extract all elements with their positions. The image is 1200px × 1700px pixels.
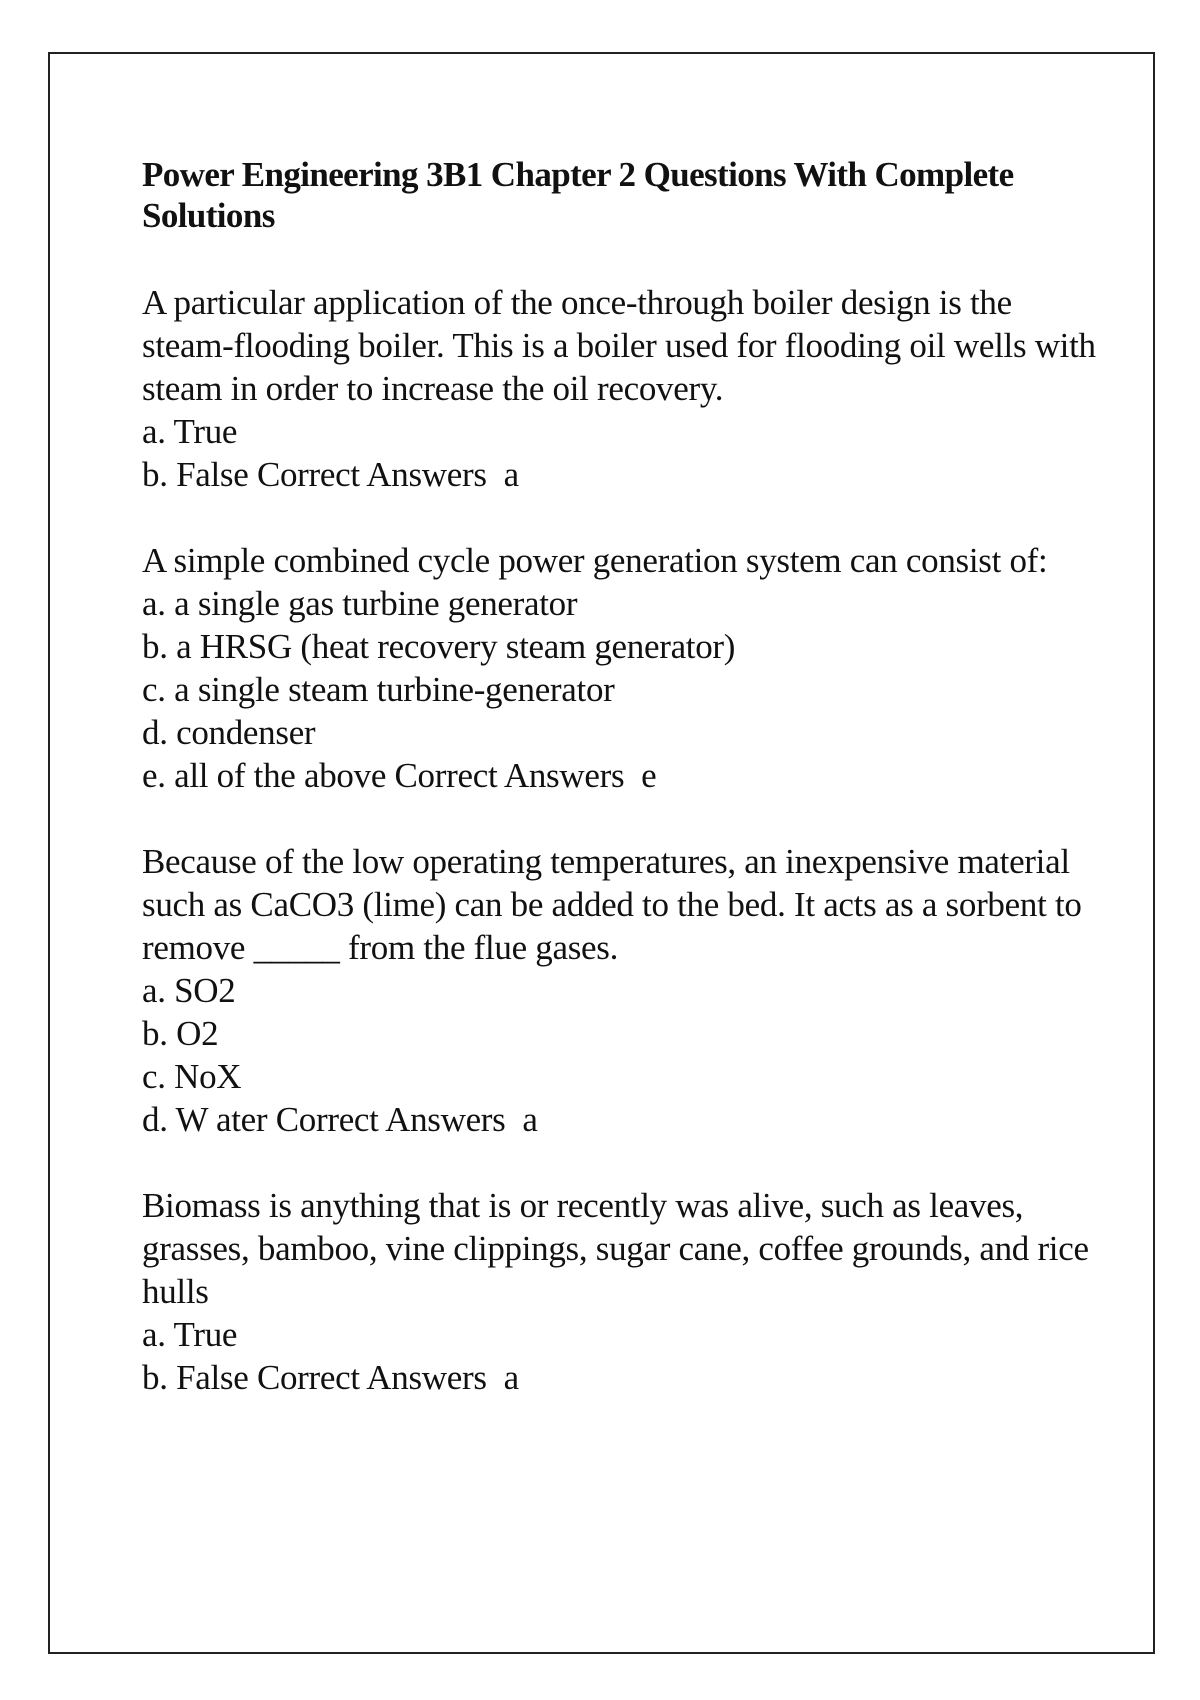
option-a: a. True — [142, 1315, 238, 1354]
option-d: d. W ater — [142, 1100, 268, 1139]
question-text: Because of the low operating temperatures, an inexpensive material such as CaCO3 (lime) can be added to the bed. It acts as a sorbent to remove _____ from the flue gases. — [142, 842, 1082, 967]
correct-answer: Correct Answers a — [275, 1100, 538, 1139]
correct-answer: Correct Answers a — [256, 1358, 519, 1397]
question-block-1 — [142, 281, 1102, 496]
question-text: Biomass is anything that is or recently was alive, such as leaves, grasses, bamboo, vine clippings, sugar cane, coffee grounds, and rice hulls — [142, 1186, 1089, 1311]
option-b: b. False — [142, 455, 249, 494]
option-e-with-answer — [142, 754, 1102, 797]
option-b: b. False — [142, 1358, 249, 1397]
correct-answer: Correct Answers e — [394, 756, 657, 795]
question-block-3 — [142, 840, 1102, 1141]
option-d-with-answer — [142, 1098, 1102, 1141]
option-b: b. a HRSG (heat recovery steam generator) — [142, 627, 736, 666]
document-title-line-2: Solutions — [142, 196, 275, 235]
option-a: a. a single gas turbine generator — [142, 584, 578, 623]
correct-answer: Correct Answers a — [256, 455, 519, 494]
question-block-4 — [142, 1184, 1102, 1399]
question-text: A particular application of the once-through boiler design is the steam-flooding boiler. This is a boiler used for flooding oil wells with steam in order to increase the oil recovery. — [142, 283, 1096, 408]
option-d: d. condenser — [142, 713, 316, 752]
option-b-with-answer — [142, 1356, 1102, 1399]
option-c: c. NoX — [142, 1057, 242, 1096]
question-block-2 — [142, 539, 1102, 797]
option-b-with-answer — [142, 453, 1102, 496]
option-b: b. O2 — [142, 1014, 219, 1053]
document-title — [142, 154, 1102, 236]
question-text: A simple combined cycle power generation system can consist of: — [142, 541, 1048, 580]
option-e: e. all of the above — [142, 756, 387, 795]
option-a: a. SO2 — [142, 971, 236, 1010]
option-c: c. a single steam turbine-generator — [142, 670, 615, 709]
document-title-line-1: Power Engineering 3B1 Chapter 2 Questions With Complete — [142, 155, 1014, 194]
document-body — [142, 154, 1102, 1442]
option-a: a. True — [142, 412, 238, 451]
